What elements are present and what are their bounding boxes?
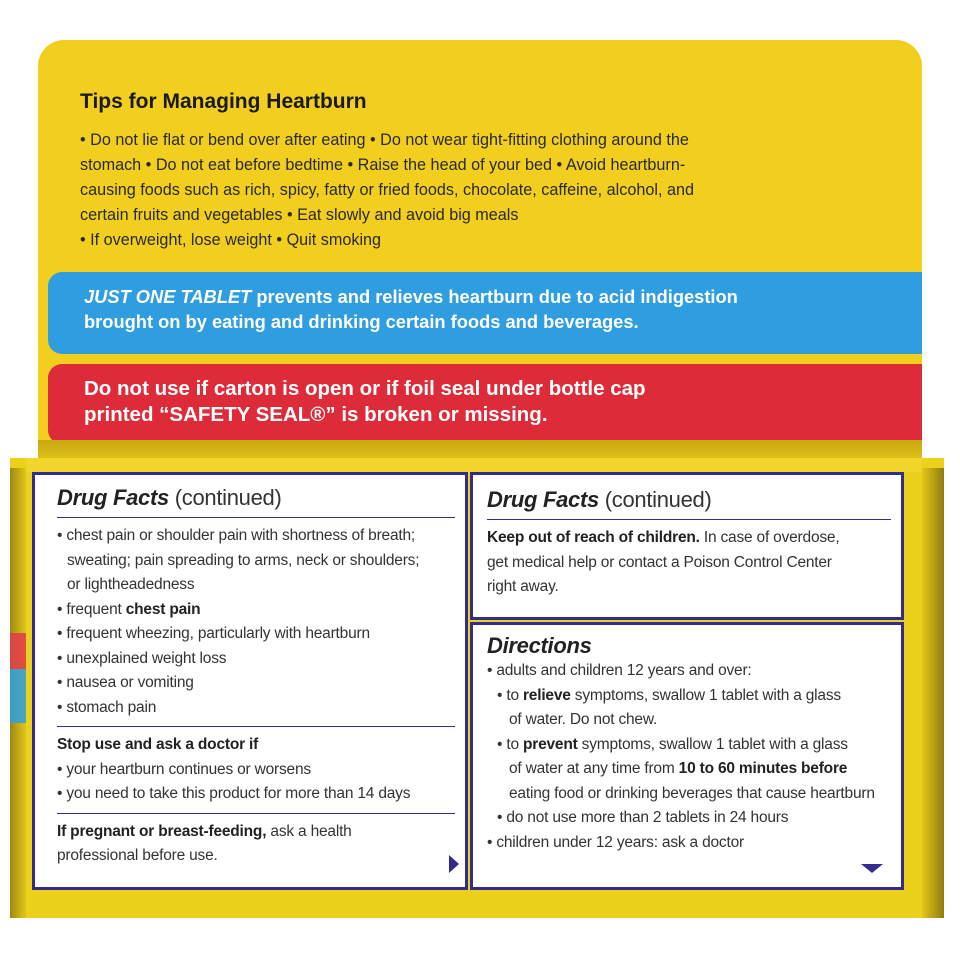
claim-line-1-text: prevents and relieves heartburn due to acid indigestion (251, 286, 738, 307)
pregnancy-section (57, 820, 455, 869)
carton-top-edge (26, 458, 922, 472)
keep-out-text: In case of overdose, (699, 529, 840, 546)
directions-text: symptoms, swallow 1 tablet with a glass (577, 735, 848, 753)
symptom-text: • frequent (57, 600, 126, 618)
symptom-item (57, 549, 455, 574)
directions-list (487, 659, 891, 855)
symptom-item (57, 647, 455, 672)
safety-warning-band (48, 364, 922, 444)
drug-facts-title (487, 487, 891, 513)
directions-text: symptoms, swallow 1 tablet with a glass (570, 686, 841, 704)
keep-out-text-line-3: right away. (487, 578, 559, 595)
directions-item (487, 733, 891, 758)
symptom-text: • unexplained weight loss (57, 649, 227, 667)
continued-label: (continued) (604, 487, 712, 512)
side-color-stripe (10, 633, 26, 723)
stop-use-heading: Stop use and ask a doctor if (57, 736, 259, 753)
tips-title: Tips for Managing Heartburn (80, 90, 367, 113)
directions-item (487, 757, 891, 782)
symptom-item (57, 598, 455, 623)
symptom-item (57, 671, 455, 696)
pregnancy-text-line-2: professional before use. (57, 847, 218, 864)
claim-line-2: brought on by eating and drinking certain foods and beverages. (84, 311, 639, 332)
continue-arrow-icon (861, 864, 883, 873)
symptom-item (57, 573, 455, 598)
directions-item: eating food or drinking beverages that cause heartburn (509, 784, 875, 802)
directions-text: of water at any time from (509, 760, 679, 777)
symptom-item (57, 524, 455, 549)
divider (487, 519, 891, 520)
pregnancy-text: ask a health (266, 822, 352, 840)
symptom-item (57, 696, 455, 721)
continued-label: (continued) (174, 485, 282, 510)
pregnancy-heading: If pregnant or breast-feeding, (57, 822, 267, 840)
tips-line: certain fruits and vegetables • Eat slowly and avoid big meals (80, 206, 519, 224)
stop-use-item: • you need to take this product for more than 14 days (57, 785, 411, 802)
divider (57, 813, 455, 814)
continue-arrow-icon (449, 855, 459, 873)
drug-facts-title (57, 485, 455, 511)
directions-item: of water. Do not chew. (509, 711, 658, 728)
tips-line: stomach • Do not eat before bedtime • Raise the head of your bed • Avoid heartburn- (80, 156, 686, 174)
product-claim-band (48, 272, 922, 354)
carton-top-flap (38, 40, 922, 470)
claim-emphasis: JUST ONE TABLET (84, 286, 252, 307)
tips-line: • If overweight, lose weight • Quit smoking (80, 231, 382, 249)
tips-line: causing foods such as rich, spicy, fatty or fried foods, chocolate, caffeine, alcohol, and (80, 181, 694, 199)
warning-line-2: printed “SAFETY SEAL®” is broken or missing. (84, 403, 548, 426)
directions-item: • children under 12 years: ask a doctor (487, 833, 744, 851)
directions-heading: Directions (487, 633, 592, 658)
relieve-bold: relieve (522, 686, 571, 704)
symptom-text: • chest pain or shoulder pain with shortness of breath; (57, 527, 416, 544)
symptom-text: or lightheadedness (67, 576, 195, 593)
prevent-bold: prevent (522, 735, 578, 753)
claim-line-1 (84, 284, 886, 309)
drug-facts-heading: Drug Facts (487, 487, 599, 512)
symptom-list (57, 524, 455, 720)
directions-item: • adults and children 12 years and over: (487, 662, 752, 679)
directions-text: • to (497, 735, 523, 753)
drug-facts-heading: Drug Facts (57, 485, 169, 510)
divider (57, 517, 455, 518)
timing-bold: 10 to 60 minutes before (678, 760, 848, 777)
directions-panel (470, 622, 904, 890)
divider (57, 726, 455, 727)
tips-list (80, 128, 802, 253)
carton-right-edge (922, 468, 944, 918)
carton-side-panel (10, 458, 944, 918)
tips-line: • Do not lie flat or bend over after eating • Do not wear tight-fitting clothing around the (80, 131, 689, 149)
keep-out-text-line-2: get medical help or contact a Poison Control Center (487, 553, 832, 571)
stop-use-section (57, 733, 455, 807)
symptom-bold-text: chest pain (125, 600, 201, 618)
symptom-text: • stomach pain (57, 698, 157, 716)
keep-out-of-reach-section (487, 526, 891, 600)
warning-line-1: Do not use if carton is open or if foil seal under bottle cap (84, 377, 646, 400)
symptom-text: sweating; pain spreading to arms, neck or shoulders; (67, 551, 420, 569)
symptom-text: • nausea or vomiting (57, 674, 194, 691)
directions-title (487, 633, 891, 659)
drug-facts-left-panel (32, 472, 468, 890)
directions-text: • to (497, 686, 523, 704)
symptom-text: • frequent wheezing, particularly with heartburn (57, 625, 370, 642)
stop-use-item: • your heartburn continues or worsens (57, 760, 311, 778)
drug-facts-right-top-panel (470, 472, 904, 620)
directions-item (487, 684, 891, 709)
symptom-item (57, 622, 455, 647)
keep-out-heading: Keep out of reach of children. (487, 529, 700, 546)
directions-item: • do not use more than 2 tablets in 24 hours (497, 809, 789, 826)
